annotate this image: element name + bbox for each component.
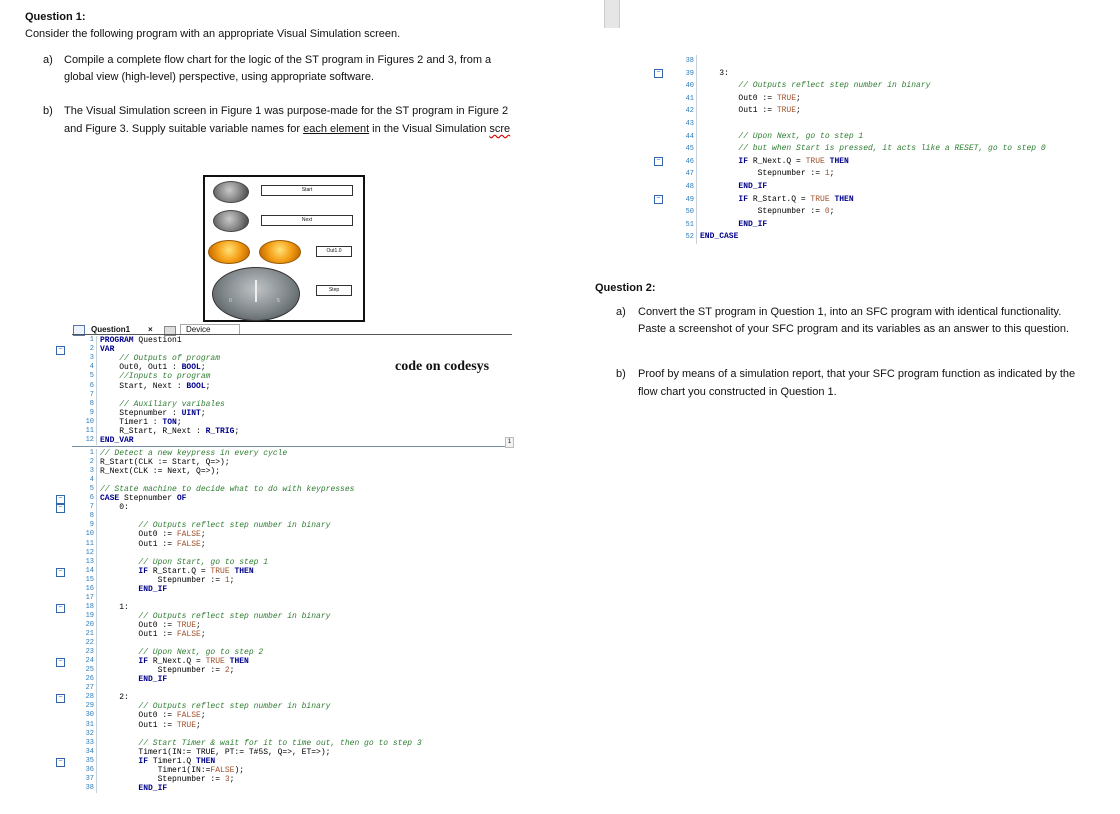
q1a-line1: Compile a complete flow chart for the logic of the ST program in Figures 2 and 3, from a <box>64 54 492 66</box>
line-number: 23 <box>85 648 94 657</box>
code-line[interactable] <box>100 363 206 372</box>
code-line[interactable] <box>700 168 834 181</box>
fold-toggle-icon[interactable]: − <box>56 604 65 613</box>
code-token: UINT <box>181 408 201 418</box>
code-line[interactable] <box>700 143 1046 156</box>
code-line[interactable] <box>100 521 330 530</box>
code-token: END_VAR <box>100 436 134 446</box>
code-token: END_CASE <box>700 232 739 242</box>
fold-toggle-icon[interactable]: − <box>56 504 65 513</box>
q1b-line2-underlined: each element <box>303 123 370 135</box>
visual-simulation-screen <box>203 175 365 322</box>
q1a-label: a) <box>43 54 53 66</box>
line-number: 42 <box>685 107 694 116</box>
line-number: 49 <box>685 195 694 204</box>
line-number: 6 <box>89 494 94 503</box>
line-number: 2 <box>89 458 94 467</box>
line-number: 5 <box>89 485 94 494</box>
line-number: 43 <box>685 120 694 128</box>
code-token: Timer1.Q <box>152 756 197 766</box>
code-token: THEN <box>196 756 216 766</box>
code-token: Out1 := <box>100 630 177 639</box>
code-token: // Upon Next, go to step 1 <box>700 131 864 141</box>
code-line[interactable] <box>100 372 210 381</box>
line-number: 20 <box>85 620 94 629</box>
code-token: // Outputs of program <box>100 354 221 364</box>
line-number: 19 <box>85 611 94 620</box>
code-line[interactable] <box>100 693 129 702</box>
line-number: 28 <box>85 693 94 702</box>
start-label-box: Start <box>261 185 353 196</box>
line-number: 40 <box>685 82 694 91</box>
code-token: 0 <box>824 207 830 217</box>
code-token: 2 <box>224 666 230 676</box>
question1-heading: Question 1: <box>25 11 86 23</box>
code-token: ; <box>229 666 235 676</box>
code-token: Out1 := <box>100 720 177 730</box>
code-token: R_Next.Q = <box>152 657 206 667</box>
code-token: R_Start.Q = <box>752 194 811 204</box>
code-line[interactable] <box>100 675 167 684</box>
code-line[interactable] <box>100 400 225 409</box>
code-line[interactable] <box>100 382 210 391</box>
line-number: 17 <box>85 593 94 602</box>
code-token: TRUE <box>805 156 830 166</box>
code-line[interactable] <box>700 93 801 106</box>
code-token: R_Next(CLK := Next, Q=>); <box>100 467 221 477</box>
code-line[interactable] <box>700 194 854 207</box>
q2a-line1: Convert the ST program in Question 1, into an SFC program with identical functionality. <box>638 306 1062 318</box>
code-token: ; <box>200 530 206 540</box>
code-token: // Start Timer & wait for it to time out, then go to step 3 <box>100 738 422 748</box>
line-number: 26 <box>85 675 94 684</box>
q1b-line1: The Visual Simulation screen in Figure 1 was purpose-made for the ST program in Figure 2 <box>64 105 509 117</box>
code-token: ); <box>234 765 245 775</box>
code-token: IF <box>100 756 153 766</box>
code-token: ; <box>200 711 206 721</box>
line-number: 12 <box>85 548 94 557</box>
code-token: ; <box>196 620 201 630</box>
line-number: 32 <box>85 729 94 738</box>
code-line[interactable] <box>100 449 287 458</box>
line-number: 38 <box>685 57 694 65</box>
code-token: // State machine to decide what to do with keypresses <box>100 485 355 495</box>
fold-toggle-icon[interactable]: − <box>56 568 65 577</box>
line-number: 30 <box>85 711 94 720</box>
code-token: TRUE <box>176 620 197 630</box>
editor-splitter[interactable] <box>72 446 512 447</box>
q1b-line2-misspelled: scre <box>489 123 511 135</box>
line-number: 9 <box>89 408 94 417</box>
scroll-marker: 1 <box>505 437 514 448</box>
code-token: 1: <box>100 602 129 612</box>
line-number: 24 <box>85 657 94 666</box>
code-token: TRUE <box>205 657 230 667</box>
step-label-box: Step <box>316 285 352 296</box>
q2a-line2: Paste a screenshot of your SFC program and its variables as an answer to this question. <box>638 323 1070 335</box>
line-number: 34 <box>85 747 94 756</box>
code-token: FALSE <box>176 711 201 721</box>
line-number: 11 <box>85 539 94 548</box>
line-number: 48 <box>685 183 694 191</box>
out0-lamp <box>208 240 250 264</box>
code-token: TRUE <box>196 747 216 757</box>
code-token: 3 <box>224 774 230 784</box>
fold-toggle-icon[interactable]: − <box>56 694 65 703</box>
line-number: 25 <box>85 666 94 675</box>
code-token: // Outputs reflect step number in binary <box>100 702 331 712</box>
code-line[interactable] <box>700 219 767 232</box>
q2b-line1: Proof by means of a simulation report, that your SFC program function as indicated by the <box>638 368 1076 380</box>
line-number: 29 <box>85 702 94 711</box>
code-token: ; <box>176 417 182 427</box>
fold-toggle-icon[interactable]: − <box>56 346 65 355</box>
code-line[interactable] <box>100 567 254 576</box>
out1-lamp <box>259 240 301 264</box>
step-gauge <box>212 267 300 321</box>
code-line[interactable] <box>100 702 330 711</box>
code-token: TRUE <box>810 194 835 204</box>
line-number: 36 <box>85 765 94 774</box>
code-line[interactable] <box>100 666 234 675</box>
code-token: ; <box>829 207 835 217</box>
code-line[interactable] <box>100 748 330 757</box>
line-number: 44 <box>685 132 694 141</box>
code-token: THEN <box>834 194 854 204</box>
line-number: 46 <box>685 157 694 166</box>
code-line[interactable] <box>100 354 220 363</box>
code-token: END_IF <box>700 182 768 191</box>
q1b-line2 <box>64 121 510 138</box>
code-token: END_IF <box>700 219 768 229</box>
code-line[interactable] <box>100 494 186 503</box>
code-line[interactable] <box>700 80 930 93</box>
code-token: THEN <box>829 156 849 166</box>
code-token: , Q=>, ET=>); <box>268 747 331 757</box>
code-token: FALSE <box>176 530 201 540</box>
code-token: END_IF <box>100 584 168 594</box>
code-token: Stepnumber := <box>100 666 225 676</box>
continued-code-editor[interactable] <box>654 55 1094 245</box>
code-token: END_IF <box>100 675 168 685</box>
line-number: 1 <box>89 336 94 344</box>
line-number: 27 <box>85 684 94 693</box>
code-token: // Upon Next, go to step 2 <box>100 648 264 658</box>
code-token: ; <box>200 539 206 549</box>
code-line[interactable] <box>100 436 134 445</box>
out-label-box: Out1.0 <box>316 246 352 257</box>
code-line[interactable] <box>700 206 834 219</box>
q1a-line2: global view (high-level) perspective, using appropriate software. <box>64 71 374 83</box>
code-token: R_Next.Q = <box>752 156 806 166</box>
code-token: Stepnumber := <box>100 774 225 784</box>
line-number: 21 <box>85 630 94 638</box>
code-line[interactable] <box>100 540 206 549</box>
gauge-needle <box>255 280 257 302</box>
code-line[interactable] <box>700 105 801 118</box>
code-line[interactable] <box>100 485 354 494</box>
tab-close-icon[interactable]: × <box>148 325 153 334</box>
code-token: // Outputs reflect step number in binary <box>100 521 331 531</box>
line-number: 37 <box>85 774 94 783</box>
code-token: PROGRAM <box>100 336 139 345</box>
code-token: BOOL <box>181 363 201 373</box>
code-token: , PT:= <box>215 747 249 757</box>
line-number: 41 <box>685 94 694 103</box>
code-line[interactable] <box>100 648 263 657</box>
fold-toggle-icon[interactable]: − <box>56 658 65 667</box>
q2b-label: b) <box>616 368 626 380</box>
code-token: T#5S <box>248 747 269 757</box>
code-token: Start, Next : <box>100 381 187 391</box>
code-line[interactable] <box>100 576 234 585</box>
code-token: TRUE <box>776 106 797 116</box>
tab-question1[interactable]: Question1 <box>91 325 131 334</box>
q1b-label: b) <box>43 105 53 117</box>
code-token: ; <box>200 408 206 418</box>
code-line[interactable] <box>100 530 206 539</box>
code-token: BOOL <box>186 381 206 391</box>
code-token: 1 <box>824 169 830 179</box>
code-token: ; <box>829 169 835 179</box>
code-line[interactable] <box>100 612 330 621</box>
code-line[interactable] <box>100 503 129 512</box>
code-token: IF <box>700 156 753 166</box>
line-number: 7 <box>89 390 94 399</box>
code-line[interactable] <box>100 603 129 612</box>
line-number: 3 <box>89 467 94 476</box>
code-token: Timer1(IN:= <box>100 747 197 757</box>
code-token: Question1 <box>138 336 182 345</box>
line-number: 2 <box>89 345 94 354</box>
code-token: // Auxiliary varibales <box>100 399 225 409</box>
implementation-editor[interactable] <box>56 449 512 793</box>
code-token: 2: <box>100 693 129 703</box>
code-token: Timer1(IN:= <box>100 765 211 775</box>
line-number: 6 <box>89 381 94 390</box>
tab-device[interactable]: Device <box>186 325 211 334</box>
line-number: 38 <box>85 783 94 792</box>
code-line[interactable] <box>100 766 244 775</box>
code-token: 3: <box>700 68 729 78</box>
code-token: TRUE <box>176 720 197 730</box>
code-token: //Inputs to program <box>100 372 211 382</box>
code-token: ; <box>205 381 211 391</box>
line-number: 7 <box>89 503 94 512</box>
code-line[interactable] <box>100 711 206 720</box>
code-token: ; <box>796 106 801 116</box>
code-token: // Outputs reflect step number in binary <box>700 81 931 91</box>
code-line[interactable] <box>700 156 849 169</box>
line-number: 10 <box>85 530 94 539</box>
line-number: 31 <box>85 720 94 729</box>
code-token: ; <box>229 774 235 784</box>
code-token: CASE <box>100 494 125 504</box>
line-number: 8 <box>89 399 94 408</box>
code-token: ; <box>234 427 240 436</box>
line-number: 51 <box>685 220 694 229</box>
code-token: // Outputs reflect step number in binary <box>100 611 331 621</box>
code-token: IF <box>100 566 153 576</box>
next-label-box: Next <box>261 215 353 226</box>
code-token: Stepnumber : <box>100 408 182 418</box>
code-token: // Detect a new keypress in every cycle <box>100 449 288 458</box>
code-token: IF <box>700 194 753 204</box>
code-token: THEN <box>234 566 254 576</box>
code-token: ; <box>229 575 235 585</box>
code-line[interactable] <box>100 427 239 436</box>
code-line[interactable] <box>700 231 738 244</box>
code-token: Stepnumber <box>124 494 177 504</box>
code-token: // but when Start is pressed, it acts like a RESET, go to step 0 <box>700 144 1046 154</box>
line-number: 9 <box>89 521 94 530</box>
code-token: FALSE <box>176 539 201 549</box>
code-token: Out1 := <box>100 539 177 549</box>
line-number: 47 <box>685 170 694 179</box>
line-number: 4 <box>89 476 94 485</box>
code-line[interactable] <box>100 657 249 666</box>
code-token: R_Start(CLK := Start, Q=>); <box>100 458 230 468</box>
code-line[interactable] <box>100 458 230 467</box>
code-line[interactable] <box>100 336 182 345</box>
q2a-label: a) <box>616 306 626 318</box>
line-number: 8 <box>89 512 94 521</box>
code-token: Stepnumber := <box>700 169 825 179</box>
fold-toggle-icon[interactable]: − <box>56 495 65 504</box>
fold-toggle-icon[interactable]: − <box>654 69 663 78</box>
code-token: Out0 := <box>700 93 777 103</box>
line-number: 14 <box>85 566 94 575</box>
code-token: ; <box>196 720 201 730</box>
code-token: 1 <box>224 575 230 585</box>
code-token: // Upon Start, go to step 1 <box>100 557 269 567</box>
code-token: 0: <box>100 503 129 513</box>
declaration-editor[interactable] <box>56 336 512 446</box>
fold-toggle-icon[interactable]: − <box>654 195 663 204</box>
code-on-codesys-note: code on codesys <box>395 359 490 374</box>
code-token: TON <box>162 417 177 427</box>
line-number: 12 <box>85 436 94 445</box>
question1-intro: Consider the following program with an appropriate Visual Simulation screen. <box>25 28 401 40</box>
code-line[interactable] <box>100 775 234 784</box>
code-line[interactable] <box>100 630 206 639</box>
code-token: Stepnumber := <box>100 575 225 585</box>
gutter-separator <box>696 55 697 244</box>
code-line[interactable] <box>100 721 201 730</box>
code-token: Out0 := <box>100 620 177 630</box>
code-token: R_TRIG <box>205 427 235 436</box>
next-push-button[interactable] <box>213 210 249 232</box>
code-line[interactable] <box>100 467 220 476</box>
line-number: 45 <box>685 145 694 154</box>
code-token: IF <box>100 657 153 667</box>
code-token: Out0 := <box>100 530 177 540</box>
line-number: 52 <box>685 233 694 242</box>
line-number: 15 <box>85 575 94 584</box>
code-token: OF <box>176 494 187 504</box>
code-line[interactable] <box>100 585 167 594</box>
code-token: Out1 := <box>700 106 777 116</box>
code-token: THEN <box>229 657 249 667</box>
question2-heading: Question 2: <box>595 282 656 294</box>
code-token: ; <box>200 363 206 373</box>
code-line[interactable] <box>100 621 201 630</box>
tab-bar-line <box>72 334 512 335</box>
code-line[interactable] <box>100 784 167 793</box>
code-line[interactable] <box>100 757 215 766</box>
code-token: FALSE <box>176 630 201 639</box>
line-number: 11 <box>85 427 94 435</box>
code-token: VAR <box>100 345 115 355</box>
code-line[interactable] <box>700 181 767 194</box>
code-token: FALSE <box>210 765 235 775</box>
line-number: 16 <box>85 584 94 593</box>
gauge-max-label: 5 <box>277 298 280 304</box>
code-token: R_Start.Q = <box>152 566 211 576</box>
gauge-min-label: 0 <box>229 298 232 304</box>
code-token: TRUE <box>776 93 797 103</box>
code-line[interactable] <box>100 345 114 354</box>
code-line[interactable] <box>100 558 268 567</box>
start-push-button[interactable] <box>213 181 249 203</box>
line-number: 22 <box>85 639 94 648</box>
gutter-separator <box>96 336 97 445</box>
fold-toggle-icon[interactable]: − <box>56 758 65 767</box>
code-token: ; <box>796 93 801 103</box>
line-number: 39 <box>685 69 694 78</box>
q1b-line2-mid: in the Visual Simulation <box>369 123 490 135</box>
code-token: ; <box>200 630 206 639</box>
code-token: TRUE <box>210 566 235 576</box>
line-number: 18 <box>85 602 94 611</box>
code-line[interactable] <box>100 739 422 748</box>
code-token: Out0, Out1 : <box>100 363 182 373</box>
line-number: 4 <box>89 363 94 372</box>
line-number: 3 <box>89 354 94 363</box>
line-number: 13 <box>85 557 94 566</box>
code-line[interactable] <box>700 131 863 144</box>
line-number: 1 <box>89 449 94 457</box>
line-number: 33 <box>85 738 94 747</box>
code-line[interactable] <box>100 409 206 418</box>
line-number: 10 <box>85 417 94 426</box>
gutter-separator <box>96 449 97 793</box>
line-number: 35 <box>85 756 94 765</box>
code-line[interactable] <box>100 418 182 427</box>
code-line[interactable] <box>700 68 729 81</box>
line-number: 5 <box>89 372 94 381</box>
code-token: Timer1 : <box>100 417 163 427</box>
code-token: R_Start, R_Next : <box>100 427 206 436</box>
code-token: Stepnumber := <box>700 207 825 217</box>
code-token: Out0 := <box>100 711 177 721</box>
page-edge-strip <box>604 0 620 28</box>
q2b-line2: flow chart you constructed in Question 1. <box>638 386 837 398</box>
fold-toggle-icon[interactable]: − <box>654 157 663 166</box>
line-number: 50 <box>685 208 694 217</box>
q1b-line2-pre: and Figure 3. Supply suitable variable names for <box>64 123 304 135</box>
code-token: END_IF <box>100 783 168 793</box>
